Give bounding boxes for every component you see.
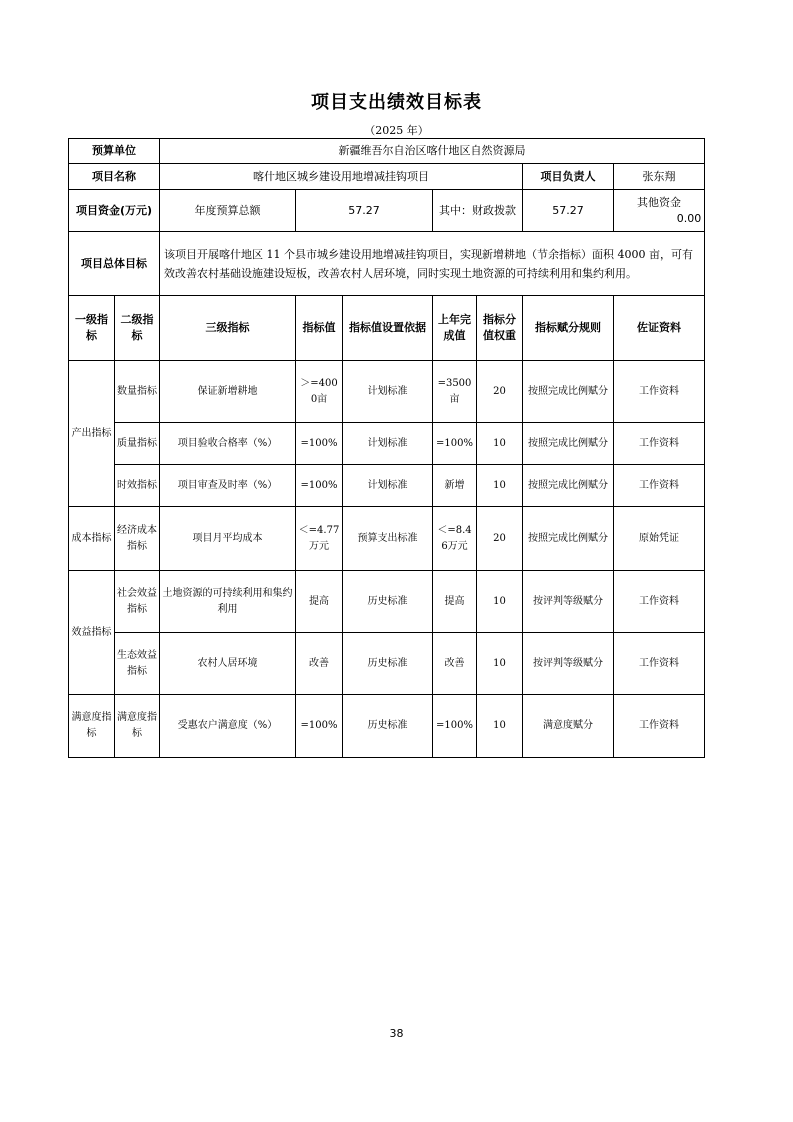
level3-cell: 项目月平均成本 xyxy=(160,507,296,571)
last-year-cell: 提高 xyxy=(433,571,477,633)
level3-cell: 土地资源的可持续利用和集约利用 xyxy=(160,571,296,633)
level3-cell: 项目审查及时率（%） xyxy=(160,465,296,507)
annual-budget-value: 57.27 xyxy=(296,190,433,232)
header-value: 指标值 xyxy=(296,296,343,361)
value-cell: 改善 xyxy=(296,633,343,695)
value-cell: =100% xyxy=(296,695,343,758)
basis-cell: 计划标准 xyxy=(343,423,433,465)
other-funds-cell xyxy=(614,190,705,232)
level2-cell: 质量指标 xyxy=(115,423,160,465)
funds-label: 项目资金(万元) xyxy=(69,190,160,232)
last-year-cell: =3500亩 xyxy=(433,361,477,423)
header-rule: 指标赋分规则 xyxy=(523,296,614,361)
overall-goal-label: 项目总体目标 xyxy=(69,232,160,296)
rule-cell: 按评判等级赋分 xyxy=(523,633,614,695)
value-cell: ＜=4.77万元 xyxy=(296,507,343,571)
weight-cell: 10 xyxy=(477,571,523,633)
evidence-cell: 工作资料 xyxy=(614,633,705,695)
basis-cell: 预算支出标准 xyxy=(343,507,433,571)
page-number: 38 xyxy=(389,1027,404,1040)
table-row xyxy=(69,361,705,423)
rule-cell: 按照完成比例赋分 xyxy=(523,361,614,423)
level2-cell: 满意度指标 xyxy=(115,695,160,758)
evidence-cell: 工作资料 xyxy=(614,423,705,465)
weight-cell: 10 xyxy=(477,465,523,507)
basis-cell: 计划标准 xyxy=(343,361,433,423)
basis-cell: 历史标准 xyxy=(343,633,433,695)
level2-cell: 社会效益指标 xyxy=(115,571,160,633)
other-funds-label: 其他资金 xyxy=(637,195,682,209)
value-cell: =100% xyxy=(296,423,343,465)
value-cell: 提高 xyxy=(296,571,343,633)
header-last-year: 上年完成值 xyxy=(433,296,477,361)
level3-cell: 受惠农户满意度（%） xyxy=(160,695,296,758)
level2-cell: 经济成本指标 xyxy=(115,507,160,571)
table-row xyxy=(69,423,705,465)
last-year-cell: =100% xyxy=(433,695,477,758)
weight-cell: 20 xyxy=(477,361,523,423)
table-row xyxy=(69,695,705,758)
last-year-cell: ＜=8.46万元 xyxy=(433,507,477,571)
fiscal-funds-value: 57.27 xyxy=(523,190,614,232)
rule-cell: 按照完成比例赋分 xyxy=(523,507,614,571)
weight-cell: 20 xyxy=(477,507,523,571)
performance-table xyxy=(68,138,705,758)
basis-cell: 历史标准 xyxy=(343,571,433,633)
level3-cell: 农村人居环境 xyxy=(160,633,296,695)
evidence-cell: 工作资料 xyxy=(614,361,705,423)
project-manager-value: 张东翔 xyxy=(614,164,705,190)
level1-cell: 满意度指标 xyxy=(69,695,115,758)
project-name-label: 项目名称 xyxy=(69,164,160,190)
header-level2: 二级指标 xyxy=(115,296,160,361)
rule-cell: 按评判等级赋分 xyxy=(523,571,614,633)
table-row xyxy=(69,465,705,507)
overall-goal-text: 该项目开展喀什地区 11 个县市城乡建设用地增减挂钩项目，实现新增耕地（节余指标）面积 4000 亩，可有效改善农村基础设施建设短板，改善农村人居环境，同时实现土地资源的可持续利用和集约利用。 xyxy=(160,232,705,296)
evidence-cell: 原始凭证 xyxy=(614,507,705,571)
budget-unit-value: 新疆维吾尔自治区喀什地区自然资源局 xyxy=(160,139,705,164)
header-level1: 一级指标 xyxy=(69,296,115,361)
project-manager-label: 项目负责人 xyxy=(523,164,614,190)
basis-cell: 计划标准 xyxy=(343,465,433,507)
value-cell: =100% xyxy=(296,465,343,507)
level2-cell: 数量指标 xyxy=(115,361,160,423)
last-year-cell: 改善 xyxy=(433,633,477,695)
level1-cell: 成本指标 xyxy=(69,507,115,571)
last-year-cell: =100% xyxy=(433,423,477,465)
value-cell: ＞=4000亩 xyxy=(296,361,343,423)
level2-cell: 生态效益指标 xyxy=(115,633,160,695)
table-row xyxy=(69,571,705,633)
annual-budget-label: 年度预算总额 xyxy=(160,190,296,232)
level1-cell: 产出指标 xyxy=(69,361,115,507)
weight-cell: 10 xyxy=(477,633,523,695)
table-row xyxy=(69,507,705,571)
project-name-value: 喀什地区城乡建设用地增减挂钩项目 xyxy=(160,164,523,190)
rule-cell: 按照完成比例赋分 xyxy=(523,423,614,465)
evidence-cell: 工作资料 xyxy=(614,695,705,758)
evidence-cell: 工作资料 xyxy=(614,571,705,633)
level3-cell: 保证新增耕地 xyxy=(160,361,296,423)
table-row xyxy=(69,633,705,695)
evidence-cell: 工作资料 xyxy=(614,465,705,507)
level1-cell: 效益指标 xyxy=(69,571,115,695)
weight-cell: 10 xyxy=(477,695,523,758)
header-basis: 指标值设置依据 xyxy=(343,296,433,361)
basis-cell: 历史标准 xyxy=(343,695,433,758)
weight-cell: 10 xyxy=(477,423,523,465)
budget-unit-label: 预算单位 xyxy=(69,139,160,164)
header-level3: 三级指标 xyxy=(160,296,296,361)
header-weight: 指标分值权重 xyxy=(477,296,523,361)
header-evidence: 佐证资料 xyxy=(614,296,705,361)
level3-cell: 项目验收合格率（%） xyxy=(160,423,296,465)
other-funds-value: 0.00 xyxy=(676,211,702,225)
last-year-cell: 新增 xyxy=(433,465,477,507)
fiscal-funds-label: 其中：财政拨款 xyxy=(433,190,523,232)
page-title: 项目支出绩效目标表 xyxy=(311,92,482,113)
rule-cell: 满意度赋分 xyxy=(523,695,614,758)
year-subtitle: （2025 年） xyxy=(364,124,429,137)
rule-cell: 按照完成比例赋分 xyxy=(523,465,614,507)
level2-cell: 时效指标 xyxy=(115,465,160,507)
